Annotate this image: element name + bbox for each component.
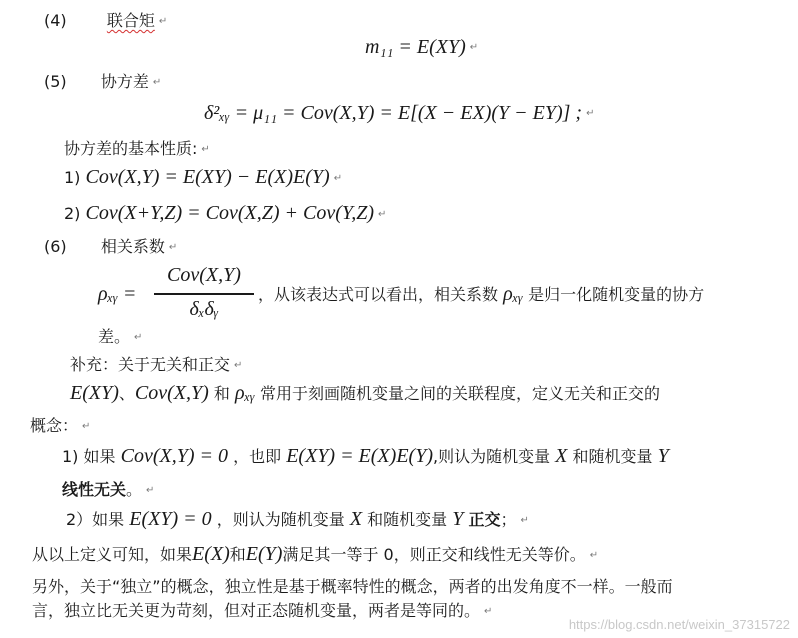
paragraph-mark-icon: ↵	[168, 241, 178, 253]
supplement-exy: E(XY)	[70, 382, 119, 404]
conclusion-part-2: 满足其一等于 0，则正交和线性无关等价。	[282, 545, 586, 564]
equation-rho-denominator-text: δₓδᵧ	[189, 298, 219, 320]
section-6-number: (6)	[44, 237, 67, 256]
paragraph-mark-icon: ↵	[378, 208, 387, 220]
cov-property-2-equation: Cov(X+Y,Z) = Cov(X,Z) + Cov(Y,Z)	[85, 202, 374, 224]
conclusion-and: 和	[229, 545, 246, 564]
condition-1-result	[62, 479, 154, 502]
rho-description-part-3: 差。	[98, 327, 131, 346]
condition-1-equation-1: Cov(X,Y) = 0	[120, 445, 228, 467]
paragraph-mark-icon: ↵	[520, 514, 529, 526]
condition-2-y: Y	[452, 508, 464, 530]
rho-description-part-2: 是归一化随机变量的协方	[528, 285, 705, 304]
paragraph-mark-icon: ↵	[146, 484, 155, 496]
extra-line-2	[32, 600, 492, 623]
paragraph-mark-icon: ↵	[158, 15, 168, 27]
supplement-title	[70, 354, 242, 377]
supplement-separator: 、	[118, 384, 135, 403]
conclusion-ey: E(Y)	[245, 543, 283, 565]
extra-line-2-text: 言，独立比无关更为苛刻，但对正态随机变量，两者是等同的。	[32, 601, 481, 620]
paragraph-mark-icon: ↵	[333, 172, 343, 184]
supplement-rho: ρₓᵧ	[235, 382, 255, 404]
supplement-title-text: 补充：关于无关和正交	[70, 355, 231, 374]
condition-2-bold: 正交	[468, 510, 501, 529]
supplement-cov: Cov(X,Y)	[134, 382, 209, 404]
condition-2-equation: E(XY) = 0	[129, 508, 212, 530]
condition-1-rest-2: 和随机变量	[572, 447, 653, 466]
supplement-rest: 常用于刻画随机变量之间的关联程度，定义无关和正交的	[260, 384, 661, 403]
section-4-number: (4)	[44, 11, 67, 30]
cov-property-2-number: 2)	[64, 204, 81, 223]
rho-description-line-1	[258, 283, 704, 306]
paragraph-mark-icon: ↵	[152, 76, 162, 88]
rho-description-line-2	[98, 326, 142, 349]
condition-2-line	[66, 508, 529, 532]
rho-symbol: ρₓᵧ	[503, 283, 524, 305]
condition-1-y: Y	[657, 445, 669, 467]
cov-property-1-equation: Cov(X,Y) = E(XY) − E(X)E(Y)	[85, 166, 330, 188]
watermark: https://blog.csdn.net/weixin_37315722	[568, 617, 790, 632]
paragraph-mark-icon: ↵	[134, 331, 143, 343]
extra-line-1	[32, 576, 673, 598]
equation-delta-xy-text: δ²ₓᵧ = μ₁₁ = Cov(X,Y) = E[(X − EX)(Y − EY)] ;	[204, 102, 583, 124]
cov-property-2	[64, 202, 386, 226]
equation-delta-xy	[204, 102, 594, 125]
cov-property-1-number: 1)	[64, 168, 81, 187]
equation-rho-numerator	[154, 264, 254, 287]
supplement-and: 和	[213, 384, 230, 403]
cov-properties-title	[64, 138, 210, 161]
fraction-bar	[154, 293, 254, 295]
equation-rho-lhs-text: ρₓᵧ =	[98, 283, 137, 305]
equation-m11-text: m₁₁ = E(XY)	[365, 36, 466, 58]
conclusion-part-1: 从以上定义可知，如果	[32, 545, 193, 564]
paragraph-mark-icon: ↵	[469, 42, 479, 54]
equation-rho-denominator	[154, 298, 254, 321]
conclusion-line	[32, 543, 598, 567]
section-6-heading	[44, 236, 177, 259]
equation-m11	[365, 36, 478, 59]
cov-properties-title-text: 协方差的基本性质:	[64, 139, 198, 158]
paragraph-mark-icon: ↵	[484, 605, 493, 617]
supplement-intro-line	[70, 382, 660, 405]
condition-2-x: X	[349, 508, 363, 530]
condition-2-mid: ，则认为随机变量	[216, 510, 345, 529]
section-5-number: (5)	[44, 72, 67, 91]
condition-1-end: 。	[126, 480, 143, 499]
concept-text: 概念：	[30, 416, 79, 435]
condition-1-rest-1: ,则认为随机变量	[432, 447, 551, 466]
concept-line	[30, 415, 90, 438]
condition-1-bold: 线性无关	[62, 480, 127, 499]
section-5-heading	[44, 71, 161, 94]
equation-rho-lhs	[98, 283, 136, 305]
condition-2-end: ；	[500, 510, 517, 529]
condition-2-mid-2: 和随机变量	[367, 510, 448, 529]
extra-line-1-text: 另外，关于“独立”的概念，独立性是基于概率特性的概念，两者的出发角度不一样。一般而	[32, 577, 673, 596]
condition-1-prefix: 1) 如果	[62, 447, 116, 466]
cov-property-1	[64, 166, 342, 190]
condition-2-prefix: 2）如果	[66, 510, 125, 529]
section-4-heading	[44, 10, 167, 33]
paragraph-mark-icon: ↵	[589, 549, 599, 561]
paragraph-mark-icon: ↵	[586, 108, 595, 120]
section-5-title: 协方差	[100, 72, 149, 91]
section-4-title: 联合矩	[106, 11, 155, 30]
section-6-title: 相关系数	[100, 237, 165, 256]
rho-description-part-1: ，从该表达式可以看出，相关系数	[258, 285, 499, 304]
condition-1-mid: ，也即	[233, 447, 282, 466]
paragraph-mark-icon: ↵	[82, 420, 91, 432]
condition-1-equation-2: E(XY) = E(X)E(Y)	[286, 445, 433, 467]
conclusion-ex: E(X)	[192, 543, 230, 565]
paragraph-mark-icon: ↵	[201, 143, 210, 155]
condition-1-line	[62, 445, 669, 468]
paragraph-mark-icon: ↵	[234, 359, 243, 371]
equation-rho-numerator-text: Cov(X,Y)	[167, 264, 241, 286]
condition-1-x: X	[555, 445, 568, 467]
